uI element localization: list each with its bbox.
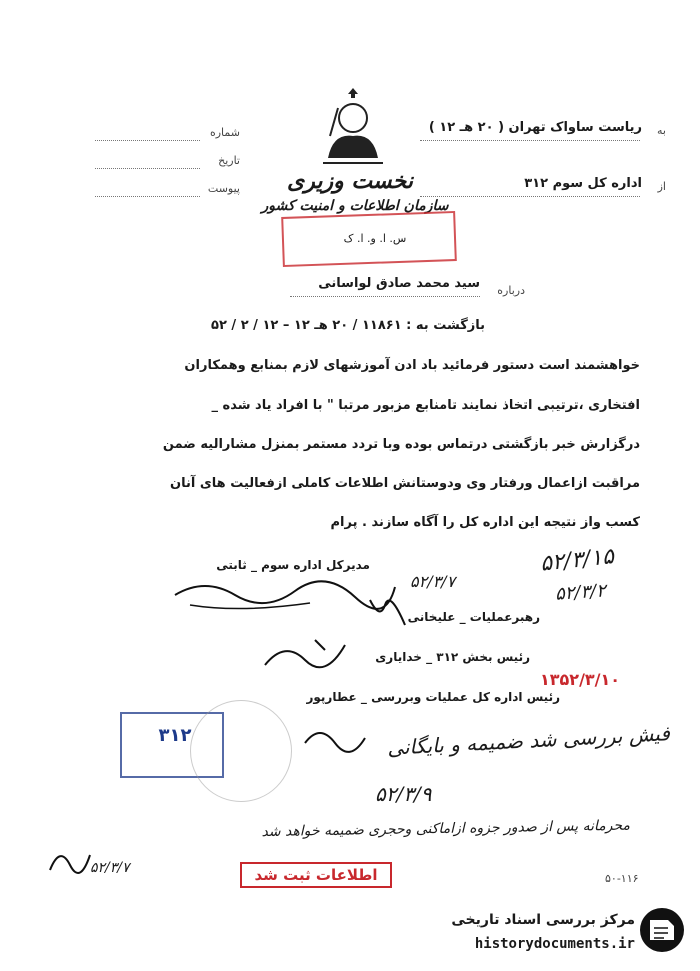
circular-seal [190,700,292,802]
body-line-3: درگزارش خبر بازگشتی درتماس بوده وبا تردد مستمر بمنزل مشارالیه ضمن [162,437,640,452]
attachment-label: پیوست [207,182,240,195]
handwritten-date-2: ۵۲/۳/۲ [554,580,607,605]
body-line-1: خواهشمند است دستور فرمائید باد ادن آموزشهای لازم بمنابع وهمکاران [184,358,640,373]
blue-stamp-number: ۳۱۲ [158,725,192,746]
body-line-2: افتخاری ،ترتیبی اتخاذ نمایند تامنابع مزبور مرتبا " با افراد یاد شده _ [211,398,640,413]
from-label: از [657,180,666,193]
form-number: ۵۰-۱۱۶ [605,872,639,885]
archive-center-name: مرکز بررسی اسناد تاریخی [451,912,635,928]
handwritten-date-4: ۵۲/۳/۹ [375,782,432,806]
archive-website: historydocuments.ir [474,936,635,952]
director-general: مدیرکل اداره سوم _ ثابتی [216,558,370,572]
subject-label: درباره [497,284,525,297]
ops-leader: رهبرعملیات _ علیخانی [407,610,540,624]
handwritten-date-5: ۵۲/۳/۷ [90,860,130,876]
to-value: ریاست ساواک تهران ( ۲۰ هـ ۱۲ ) [428,120,642,135]
subject-line [290,296,480,297]
organization-title: سازمان اطلاعات و امنیت کشور [261,198,449,214]
from-line [420,196,640,197]
attachment-line [95,196,200,197]
body-line-5: کسب واز نتیجه این اداره کل را آگاه سازند . پرام [330,515,640,530]
stamp-text: س. ا. و. ا. ک [343,232,407,245]
red-bottom-stamp: اطلاعات ثبت شد [240,862,392,888]
signature-khodayari [255,630,365,680]
to-line [420,140,640,141]
handwritten-date-1: ۵۲/۳/۱۵ [539,544,616,577]
review-head: رئیس اداره کل عملیات وبررسی _ عطارپور [306,690,560,704]
handwritten-note-2: محرمانه پس از صدور جزوه ازاماکنی وحجری ضمیمه خواهد شد [261,817,631,841]
date-label: تاریخ [218,154,240,167]
lion-and-sun-emblem [318,88,388,168]
to-label: به [657,124,666,137]
red-date-stamp: ۱۳۵۲/۳/۱۰ [540,670,621,689]
handwritten-date-3: ۵۲/۳/۷ [410,572,456,591]
date-line [95,168,200,169]
archive-logo-icon [640,908,684,952]
handwritten-note-1: فیش بررسی شد ضمیمه و بایگانی [386,721,671,760]
subject-value: سید محمد صادق لواسانی [318,276,480,291]
body-line-4: مراقبت ازاعمال ورفتار وی ودوستانش اطلاعات کاملی ازفعالیت های آنان [170,476,640,491]
ministry-title: نخست وزیری [287,168,413,194]
number-label: شماره [209,126,240,139]
number-line [95,140,200,141]
reference-line: بازگشت به : ۱۱۸۶۱ / ۲۰ هـ ۱۲ – ۱۲ / ۲ / ۵۲ [211,318,485,333]
signature-alikhani [360,590,420,630]
signature-attarpour [300,718,380,768]
signature-margin [45,840,95,880]
from-value: اداره کل سوم ۳۱۲ [524,176,642,191]
section-chief: رئیس بخش ۳۱۲ _ خدایاری [375,650,530,664]
